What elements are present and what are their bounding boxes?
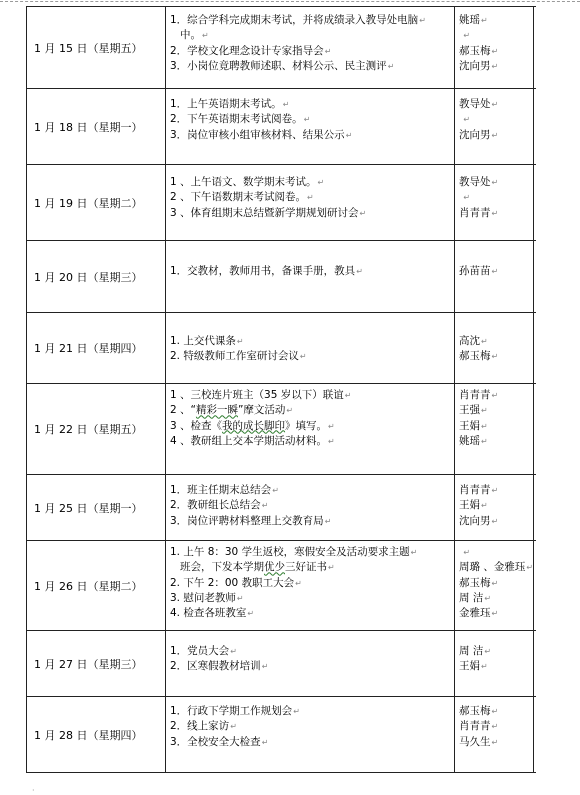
task-line: 4. 检查各班教室↵ [170,607,255,620]
task-line: 1 、三校连片班主（35 岁以下）联谊↵ [170,389,352,401]
paragraph-mark-icon: ↵ [481,662,488,672]
responsible-person: 王强↵ [459,404,488,417]
paragraph-mark-icon: ↵ [463,548,471,557]
paragraph-mark-icon: ↵ [356,267,363,276]
schedule-row [27,313,537,384]
responsible-person: 肖青青↵ [459,389,499,401]
date-cell [27,541,166,631]
responsible-person: 教导处↵ [459,98,499,110]
responsible-person: 沈向男↵ [459,514,499,527]
task-line: 3．岗位评聘材料整理上交教育局↵ [170,514,332,527]
paragraph-mark-icon: ↵ [481,436,488,446]
responsible-cell [455,241,534,313]
paragraph-mark-icon: ↵ [307,193,314,203]
responsible-cell [455,165,534,241]
paragraph-mark-icon: ↵ [491,130,499,140]
tasks-cell [166,89,455,165]
responsible-cell [455,475,534,541]
paragraph-mark-icon: ↵ [491,267,499,276]
responsible-person [455,545,533,560]
proofing-underline: 优少 [264,561,285,574]
paragraph-mark-icon: ↵ [491,352,499,362]
paragraph-mark-icon: ↵ [484,593,492,603]
responsible-person: 肖青青↵ [459,484,499,496]
responsible-person [455,190,533,205]
task-line: 2．线上家访↵ [170,720,237,733]
responsible-person: 肖青青↵ [459,206,499,219]
task-line: 2．下午英语期末考试阅卷。↵ [170,113,311,126]
paragraph-mark-icon: ↵ [345,130,353,140]
schedule-row [27,475,537,541]
paragraph-mark-icon: ↵ [491,486,499,495]
paragraph-mark-icon: ↵ [261,501,269,511]
schedule-table [26,6,536,773]
task-line: 3. 慰问老教师↵ [170,591,244,604]
responsible-cell [455,89,534,165]
paragraph-mark-icon: ↵ [491,609,499,619]
responsible-person: 马久生↵ [459,735,499,748]
paragraph-mark-icon: ↵ [481,421,488,431]
tasks-cell [166,7,455,89]
paragraph-mark-icon: ↵ [491,722,499,732]
paragraph-mark-icon: ↵ [526,563,534,573]
paragraph-mark-icon: ↵ [344,391,352,400]
paragraph-mark-icon: ↵ [293,707,300,716]
paragraph-mark-icon: ↵ [387,61,395,71]
paragraph-mark-icon: ↵ [247,609,255,619]
paragraph-mark-icon: ↵ [282,100,290,109]
paragraph-mark-icon: ↵ [481,406,488,416]
paragraph-mark-icon: ↵ [272,486,279,495]
responsible-cell [455,631,534,697]
paragraph-mark-icon: ↵ [419,16,426,25]
paragraph-mark-icon: ↵ [491,578,499,588]
schedule-row [27,165,537,241]
date-text: 1 月 27 日（星期三） [34,657,143,671]
tasks-cell [166,241,455,313]
date-text: 1 月 25 日（星期一） [34,501,143,515]
proofing-underline: 精彩一瞬 [195,404,238,417]
page-bottom-mark: · [32,786,35,795]
paragraph-mark-icon: ↵ [481,337,488,346]
proofing-underline: 我的成长脚印 [222,419,286,432]
tasks-cell [166,313,455,384]
date-cell [27,89,166,165]
responsible-person: 教导处↵ [459,176,499,188]
responsible-cell [455,7,534,89]
responsible-person: 周 洁↵ [459,645,492,657]
responsible-person: 郝玉梅↵ [459,705,499,717]
task-line: 3．全校安全大检查↵ [170,735,269,748]
task-line: 2．教研组长总结会↵ [170,499,269,512]
schedule-row [27,631,537,697]
task-line: 2．学校文化理念设计专家指导会↵ [170,44,332,57]
tasks-cell [166,541,455,631]
paragraph-mark-icon: ↵ [328,436,335,446]
gutter-cell [534,241,537,313]
date-cell [27,697,166,773]
task-line: 3 、体育组期末总结暨新学期规划研讨会↵ [170,206,367,219]
responsible-person: 王娟↵ [459,660,488,673]
gutter-cell [534,313,537,384]
gutter-cell [534,165,537,241]
responsible-cell [455,697,534,773]
schedule-row [27,7,537,89]
paragraph-mark-icon: ↵ [463,193,471,203]
task-line: 2 、下午语数期末考试阅卷。↵ [170,191,314,204]
paragraph-mark-icon: ↵ [236,593,244,603]
responsible-person: 王娟↵ [459,499,488,512]
date-cell [27,7,166,89]
gutter-cell [534,89,537,165]
paragraph-mark-icon: ↵ [261,737,269,747]
responsible-person: 周璐 、金雅珏↵ [459,561,534,574]
tasks-cell [166,631,455,697]
responsible-person: 肖青青↵ [459,720,499,733]
responsible-person: 郝玉梅↵ [459,576,499,589]
responsible-person [455,28,533,43]
date-cell [27,241,166,313]
paragraph-mark-icon: ↵ [295,578,302,588]
paragraph-mark-icon: ↵ [324,516,332,526]
date-text: 1 月 18 日（星期一） [34,120,143,134]
paragraph-mark-icon: ↵ [491,516,499,526]
paragraph-mark-icon: ↵ [328,563,335,573]
date-cell [27,384,166,475]
paragraph-mark-icon: ↵ [202,31,209,41]
date-text: 1 月 28 日（星期四） [34,728,143,742]
gutter-cell [534,697,537,773]
paragraph-mark-icon: ↵ [491,178,499,187]
responsible-person [455,112,533,127]
task-line: 1. 上交代课条↵ [170,335,244,347]
schedule-body [27,7,537,773]
paragraph-mark-icon: ↵ [491,100,499,109]
gutter-cell [534,631,537,697]
page-top-border [0,1,580,2]
paragraph-mark-icon: ↵ [491,46,499,56]
date-cell [27,165,166,241]
date-cell [27,475,166,541]
responsible-person: 沈向男↵ [459,128,499,141]
tasks-cell [166,475,455,541]
responsible-person: 周 洁↵ [459,591,492,604]
task-line: 4 、教研组上交本学期活动材料。↵ [170,434,335,447]
task-line: 1．上午英语期末考试。↵ [170,98,290,110]
tasks-cell [166,165,455,241]
date-cell [27,631,166,697]
paragraph-mark-icon: ↵ [463,115,471,125]
task-line: 3 、检查《我的成长脚印》填写。↵ [170,419,335,432]
task-line: 中。↵ [180,29,209,42]
task-line: 1．行政下学期工作规划会↵ [170,705,300,717]
paragraph-mark-icon: ↵ [230,722,237,732]
date-text: 1 月 21 日（星期四） [34,342,143,355]
paragraph-mark-icon: ↵ [230,647,237,656]
paragraph-mark-icon: ↵ [491,737,499,747]
responsible-person: 姚瑶↵ [459,14,488,26]
task-line: 3．小岗位竟聘教师述职、材料公示、民主测评↵ [170,59,395,72]
task-line: 2．区寒假教材培训↵ [170,660,269,673]
paragraph-mark-icon: ↵ [481,501,488,511]
gutter-cell [534,384,537,475]
responsible-person: 金雅珏↵ [459,607,499,620]
paragraph-mark-icon: ↵ [463,31,471,41]
responsible-cell [455,313,534,384]
schedule-row [27,241,537,313]
task-line: 1．班主任期末总结会↵ [170,484,279,496]
schedule-row [27,89,537,165]
responsible-person: 郝玉梅↵ [459,350,499,363]
task-line: 1. 上午 8：30 学生返校，寒假安全及活动要求主题↵ [170,546,418,558]
task-line: 1．党员大会↵ [170,645,237,657]
paragraph-mark-icon: ↵ [491,707,499,716]
paragraph-mark-icon: ↵ [481,16,488,25]
paragraph-mark-icon: ↵ [303,115,311,125]
date-text: 1 月 22 日（星期五） [34,423,143,436]
task-line: 2. 下午 2：00 教职工大会↵ [170,576,302,589]
tasks-cell [166,384,455,475]
date-text: 1 月 26 日（星期二） [34,579,143,593]
paragraph-mark-icon: ↵ [236,337,244,346]
task-line: 3．岗位审核小组审核材料、结果公示↵ [170,128,353,141]
responsible-person: 高沈↵ [459,335,488,347]
gutter-cell [534,541,537,631]
schedule-row [27,697,537,773]
responsible-cell [455,384,534,475]
responsible-person: 郝玉梅↵ [459,44,499,57]
paragraph-mark-icon: ↵ [261,662,269,672]
responsible-person: 王娟↵ [459,419,488,432]
task-line: 1．综合学科完成期末考试，并将成绩录入教导处电脑↵ [170,14,426,26]
responsible-cell [455,541,534,631]
schedule-row [27,384,537,475]
paragraph-mark-icon: ↵ [359,208,367,218]
responsible-person: 沈向男↵ [459,59,499,72]
task-line: 1．交教材，教师用书，备课手册，教具↵ [170,265,363,277]
date-cell [27,313,166,384]
responsible-person: 姚瑶↵ [459,434,488,447]
schedule-row [27,541,537,631]
task-line: 2 、“精彩一瞬”摩文活动↵ [170,404,294,417]
paragraph-mark-icon: ↵ [328,421,335,431]
paragraph-mark-icon: ↵ [410,548,418,557]
task-line: 班会，下发本学期优少三好证书↵ [180,561,335,574]
date-text: 1 月 19 日（星期二） [34,196,143,210]
paragraph-mark-icon: ↵ [491,208,499,218]
paragraph-mark-icon: ↵ [484,647,492,656]
paragraph-mark-icon: ↵ [317,178,325,187]
responsible-person: 孙苗苗↵ [459,265,499,277]
gutter-cell [534,475,537,541]
paragraph-mark-icon: ↵ [324,46,332,56]
gutter-cell [534,7,537,89]
date-text: 1 月 15 日（星期五） [34,41,143,55]
paragraph-mark-icon: ↵ [299,352,307,362]
paragraph-mark-icon: ↵ [286,406,294,416]
task-line: 1 、上午语文、数学期末考试。↵ [170,176,325,188]
paragraph-mark-icon: ↵ [491,61,499,71]
task-line: 2. 特级教师工作室研讨会议↵ [170,350,307,363]
tasks-cell [166,697,455,773]
date-text: 1 月 20 日（星期三） [34,270,143,284]
paragraph-mark-icon: ↵ [491,391,499,400]
